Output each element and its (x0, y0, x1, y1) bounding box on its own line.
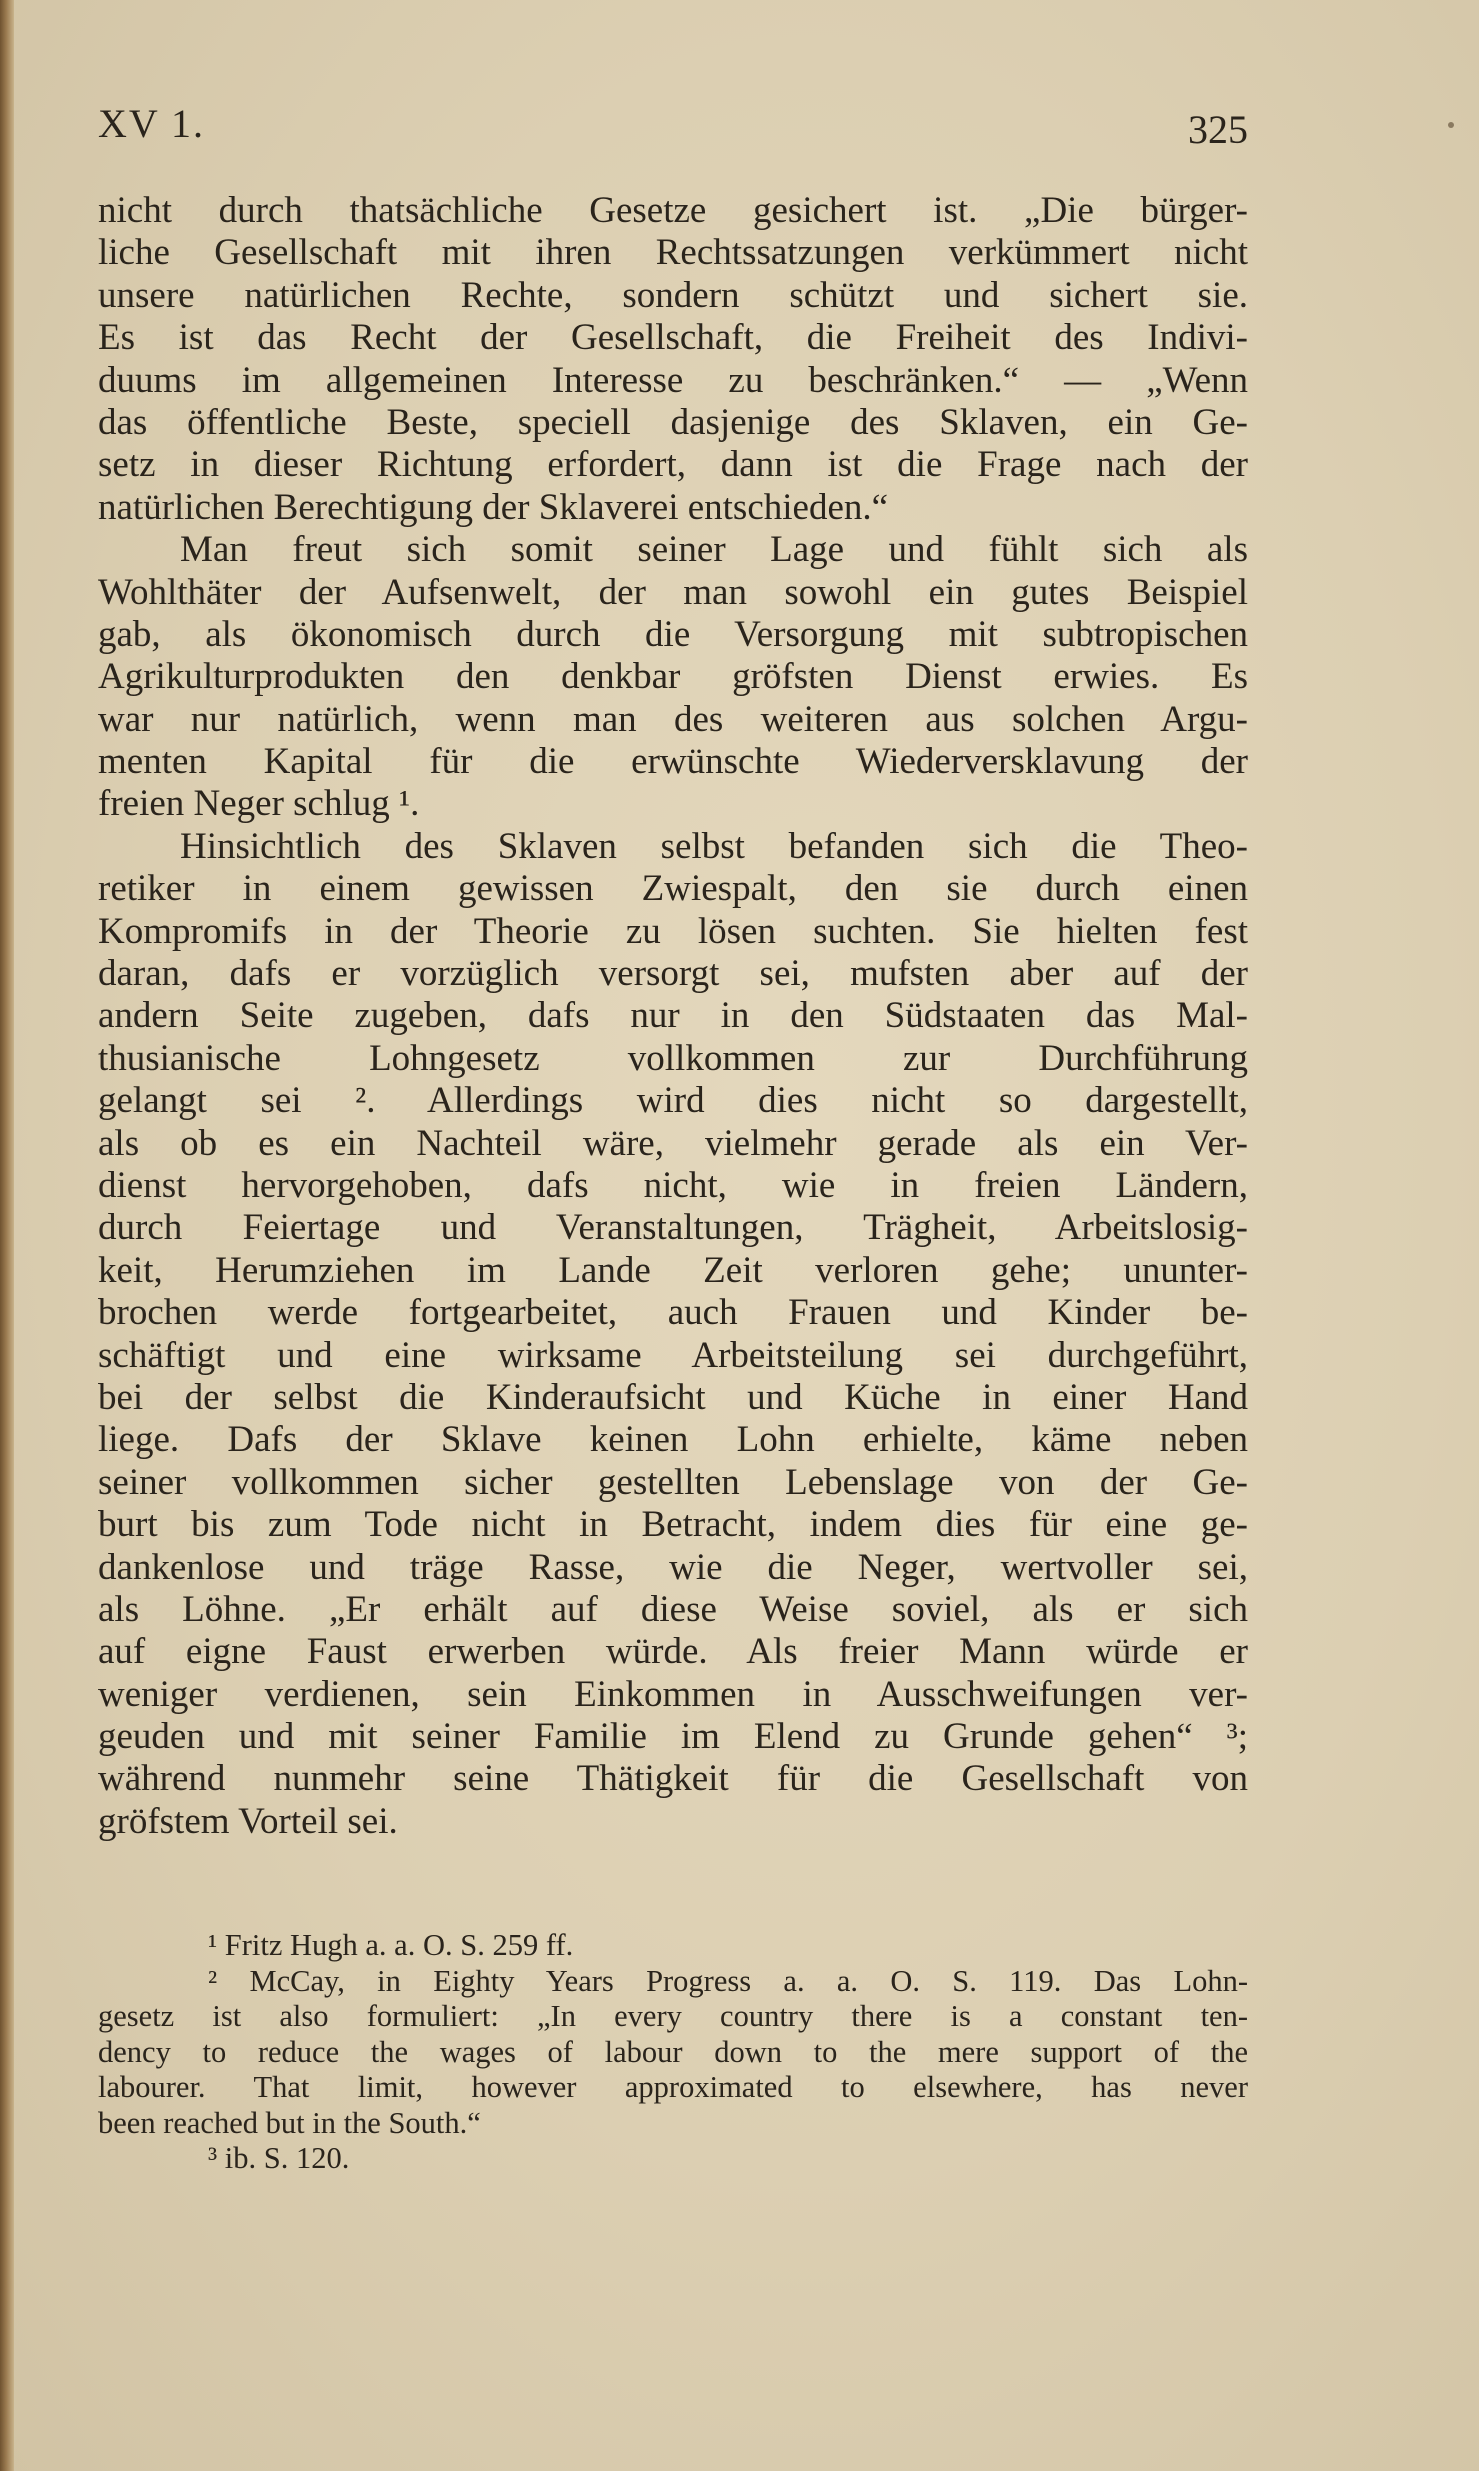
text-line: Agrikulturprodukten den denkbar gröfsten Dienst erwies. Es (98, 656, 1248, 698)
text-line: geuden und mit seiner Familie im Elend zu Grunde gehen“ ³; (98, 1716, 1248, 1758)
signature-mark: XV 1. (98, 101, 206, 146)
text-line: Hinsichtlich des Sklaven selbst befanden sich die Theo- (180, 825, 1248, 867)
text-line: gröfstem Vorteil sei. (98, 1800, 398, 1842)
text-line: unsere natürlichen Rechte, sondern schützt und sichert sie. (98, 274, 1248, 316)
text-line: andern Seite zugeben, dafs nur in den Südstaaten das Mal- (98, 995, 1248, 1037)
text-line: natürlichen Berechtigung der Sklaverei entschieden.“ (98, 486, 889, 528)
text-line: bei der selbst die Kinderaufsicht und Küche in einer Hand (98, 1376, 1248, 1418)
text-line: nicht durch thatsächliche Gesetze gesichert ist. „Die bürger- (98, 190, 1248, 231)
paper-speck (1448, 122, 1454, 128)
footnote-line: gesetz ist also formuliert: „In every country there is a constant ten- (98, 1999, 1248, 2033)
footnote-line: ² McCay, in Eighty Years Progress a. a. O. S. 119. Das Lohn- (208, 1963, 1248, 1998)
text-line: thusianische Lohngesetz vollkommen zur Durchführung (98, 1037, 1248, 1079)
text-line: das öffentliche Beste, speciell dasjenige des Sklaven, ein Ge- (98, 401, 1248, 443)
text-line: während nunmehr seine Thätigkeit für die Gesellschaft von (98, 1758, 1248, 1800)
text-line: Kompromifs in der Theorie zu lösen suchten. Sie hielten fest (98, 910, 1248, 952)
text-line: brochen werde fortgearbeitet, auch Frauen und Kinder be- (98, 1292, 1248, 1334)
text-line: Es ist das Recht der Gesellschaft, die Freiheit des Indivi- (98, 317, 1248, 359)
text-line: seiner vollkommen sicher gestellten Lebenslage von der Ge- (98, 1461, 1248, 1503)
footnote-line: been reached but in the South.“ (98, 2105, 481, 2140)
text-line: dienst hervorgehoben, dafs nicht, wie in freien Ländern, (98, 1164, 1248, 1206)
text-line: durch Feiertage und Veranstaltungen, Trägheit, Arbeitslosig- (98, 1207, 1248, 1249)
text-line: burt bis zum Tode nicht in Betracht, indem dies für eine ge- (98, 1504, 1248, 1546)
text-line: dankenlose und träge Rasse, wie die Neger, wertvoller sei, (98, 1546, 1248, 1588)
text-line: Wohlthäter der Aufsenwelt, der man sowohl ein gutes Beispiel (98, 571, 1248, 613)
footnotes (98, 1928, 1248, 2177)
text-line: liche Gesellschaft mit ihren Rechtssatzungen verkümmert nicht (98, 232, 1248, 274)
main-text (98, 190, 1248, 1843)
footnote-line: ³ ib. S. 120. (208, 2141, 350, 2175)
footnote-line: ¹ Fritz Hugh a. a. O. S. 259 ff. (208, 1928, 574, 1962)
text-line: Man freut sich somit seiner Lage und fühlt sich als (180, 529, 1248, 571)
text-line: als ob es ein Nachteil wäre, vielmehr gerade als ein Ver- (98, 1122, 1248, 1164)
text-line: war nur natürlich, wenn man des weiteren aus solchen Argu- (98, 698, 1248, 740)
page-number: 325 (1188, 107, 1248, 152)
text-line: auf eigne Faust erwerben würde. Als freier Mann würde er (98, 1631, 1248, 1673)
text-line: retiker in einem gewissen Zwiespalt, den sie durch einen (98, 868, 1248, 910)
text-line: duums im allgemeinen Interesse zu beschränken.“ — „Wenn (98, 359, 1248, 401)
running-header (98, 100, 1248, 156)
text-line: schäftigt und eine wirksame Arbeitsteilung sei durchgeführt, (98, 1334, 1248, 1376)
footnote-line: dency to reduce the wages of labour down to the mere support of the (98, 2034, 1248, 2069)
text-line: freien Neger schlug ¹. (98, 783, 420, 825)
text-line: gelangt sei ². Allerdings wird dies nicht so dargestellt, (98, 1080, 1248, 1122)
text-line: liege. Dafs der Sklave keinen Lohn erhielte, käme neben (98, 1419, 1248, 1461)
text-line: weniger verdienen, sein Einkommen in Ausschweifungen ver- (98, 1673, 1248, 1715)
text-line: als Löhne. „Er erhält auf diese Weise soviel, als er sich (98, 1588, 1248, 1630)
text-line: daran, dafs er vorzüglich versorgt sei, mufsten aber auf der (98, 953, 1248, 995)
page-binding-edge (0, 0, 14, 2471)
text-line: gab, als ökonomisch durch die Versorgung mit subtropischen (98, 613, 1248, 655)
text-line: setz in dieser Richtung erfordert, dann ist die Frage nach der (98, 444, 1248, 486)
text-line: keit, Herumziehen im Lande Zeit verloren gehe; ununter- (98, 1249, 1248, 1291)
text-line: menten Kapital für die erwünschte Wiederversklavung der (98, 741, 1248, 783)
footnote-line: labourer. That limit, however approximated to elsewhere, has never (98, 2070, 1248, 2104)
